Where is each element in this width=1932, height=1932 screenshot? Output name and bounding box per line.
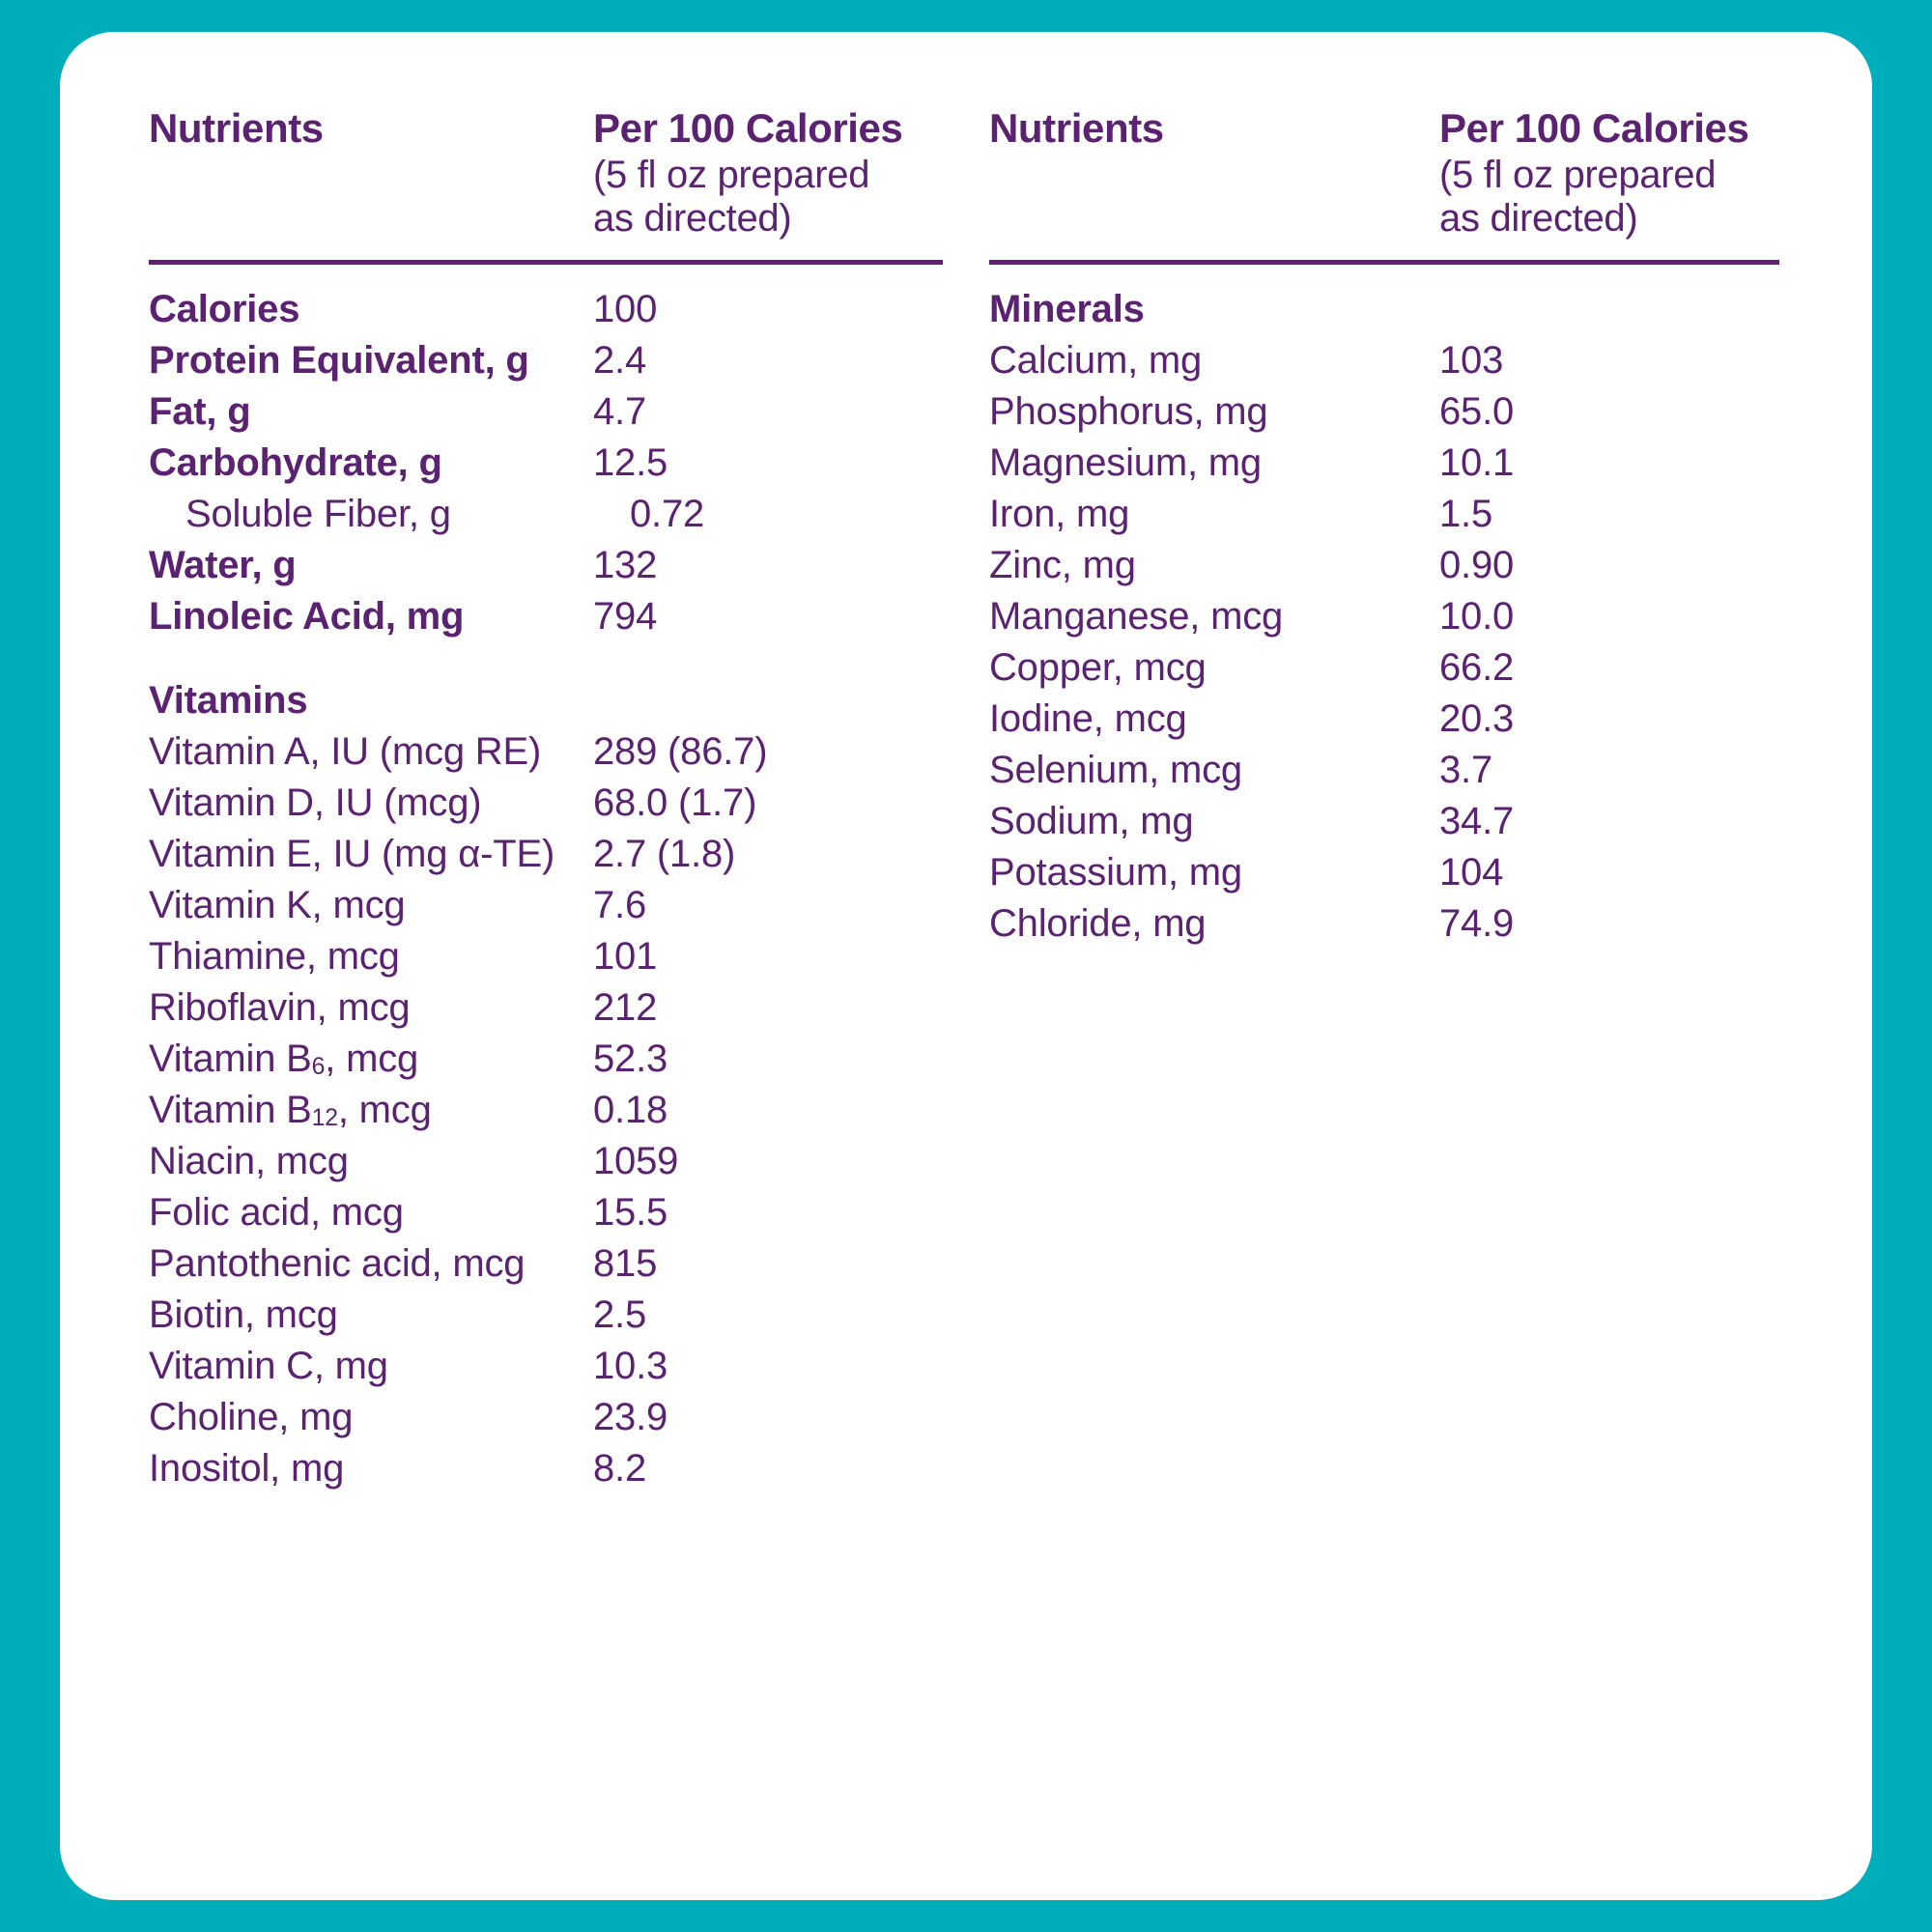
row-label-base: Vitamin B bbox=[149, 1088, 312, 1131]
row-label: Zinc, mg bbox=[989, 543, 1136, 586]
row-value: 794 bbox=[593, 594, 658, 638]
row-label: Iodine, mcg bbox=[989, 696, 1187, 740]
row-value: 103 bbox=[1439, 338, 1504, 382]
row-value: 10.3 bbox=[593, 1344, 668, 1387]
minerals-section-heading bbox=[989, 287, 1872, 341]
table-row bbox=[149, 934, 968, 988]
table-row bbox=[989, 440, 1872, 495]
row-label: Linoleic Acid, mg bbox=[149, 594, 465, 638]
table-row bbox=[989, 389, 1872, 443]
row-label: Phosphorus, mg bbox=[989, 389, 1268, 433]
row-value: 104 bbox=[1439, 850, 1504, 894]
row-value: 7.6 bbox=[593, 883, 647, 926]
table-row bbox=[989, 492, 1872, 546]
row-label: Riboflavin, mcg bbox=[149, 985, 411, 1029]
row-label: Manganese, mcg bbox=[989, 594, 1284, 638]
right-header-per-calories: Per 100 Calories bbox=[1439, 105, 1749, 151]
table-row bbox=[989, 338, 1872, 392]
row-value: 52.3 bbox=[593, 1037, 668, 1080]
left-table-header bbox=[149, 107, 968, 241]
row-value: 1.5 bbox=[1439, 492, 1493, 535]
row-value: 23.9 bbox=[593, 1395, 668, 1438]
row-label: Calories bbox=[149, 287, 300, 330]
table-row bbox=[149, 1344, 968, 1398]
row-label: Sodium, mg bbox=[989, 799, 1194, 842]
row-label: Vitamin C, mg bbox=[149, 1344, 388, 1387]
row-value: 68.0 (1.7) bbox=[593, 781, 757, 824]
table-row bbox=[149, 492, 968, 546]
row-label: Choline, mg bbox=[149, 1395, 354, 1438]
row-label: Biotin, mcg bbox=[149, 1293, 338, 1336]
left-header-sub-line2: as directed) bbox=[593, 196, 792, 240]
row-value: 4.7 bbox=[593, 389, 647, 433]
table-row bbox=[149, 338, 968, 392]
row-label: Pantothenic acid, mcg bbox=[149, 1241, 526, 1285]
right-header-nutrients: Nutrients bbox=[989, 105, 1164, 151]
row-label: Thiamine, mcg bbox=[149, 934, 400, 978]
row-value: 2.7 (1.8) bbox=[593, 832, 736, 875]
row-label: Selenium, mcg bbox=[989, 748, 1242, 791]
row-value: 12.5 bbox=[593, 440, 668, 484]
row-label: Vitamin K, mcg bbox=[149, 883, 406, 926]
row-value: 2.5 bbox=[593, 1293, 647, 1336]
row-label: Vitamin E, IU (mg α-TE) bbox=[149, 832, 555, 875]
table-row bbox=[149, 1039, 968, 1091]
row-label: Protein Equivalent, g bbox=[149, 338, 529, 382]
row-label-base: Vitamin B bbox=[149, 1037, 312, 1080]
nutrition-columns bbox=[60, 32, 1872, 1500]
row-value: 65.0 bbox=[1439, 389, 1515, 433]
row-label: Vitamin A, IU (mcg RE) bbox=[149, 729, 542, 773]
right-header-sub-line2: as directed) bbox=[1439, 196, 1638, 240]
row-value: 3.7 bbox=[1439, 748, 1493, 791]
row-label: Copper, mcg bbox=[989, 645, 1207, 689]
row-value: 0.90 bbox=[1439, 543, 1515, 586]
minerals-section bbox=[989, 287, 1872, 955]
table-row bbox=[149, 440, 968, 495]
row-value: 10.0 bbox=[1439, 594, 1515, 638]
row-label: Soluble Fiber, g bbox=[185, 492, 451, 535]
table-row bbox=[989, 543, 1872, 597]
table-row bbox=[989, 645, 1872, 699]
row-value: 15.5 bbox=[593, 1190, 668, 1234]
row-label: Chloride, mg bbox=[989, 901, 1207, 945]
row-value: 0.72 bbox=[630, 492, 705, 535]
table-row bbox=[989, 594, 1872, 648]
row-value: 0.18 bbox=[593, 1088, 668, 1131]
left-macro-rows bbox=[149, 287, 968, 648]
row-label: Folic acid, mcg bbox=[149, 1190, 404, 1234]
row-label: Magnesium, mg bbox=[989, 440, 1262, 484]
table-row bbox=[149, 543, 968, 597]
row-label: Carbohydrate, g bbox=[149, 440, 442, 484]
table-row bbox=[149, 1088, 968, 1142]
left-header-rule bbox=[149, 260, 943, 265]
table-row bbox=[149, 389, 968, 443]
table-row bbox=[149, 883, 968, 937]
table-row bbox=[149, 1395, 968, 1449]
table-row bbox=[989, 748, 1872, 802]
left-header-nutrients: Nutrients bbox=[149, 105, 324, 151]
row-label: Calcium, mg bbox=[989, 338, 1203, 382]
section-heading-label: Vitamins bbox=[149, 678, 308, 722]
right-table-header bbox=[989, 107, 1872, 241]
table-row bbox=[149, 1446, 968, 1500]
row-value: 815 bbox=[593, 1241, 658, 1285]
row-label-subscript: 6 bbox=[311, 1053, 326, 1080]
table-row bbox=[989, 901, 1872, 955]
row-label-subscript: 12 bbox=[311, 1104, 338, 1131]
row-label: Vitamin $B_6$, mcg bbox=[149, 1037, 419, 1080]
row-value: 66.2 bbox=[1439, 645, 1515, 689]
row-value: 2.4 bbox=[593, 338, 647, 382]
row-value: 132 bbox=[593, 543, 658, 586]
row-value: 1059 bbox=[593, 1139, 679, 1182]
table-row bbox=[989, 696, 1872, 751]
row-value: 101 bbox=[593, 934, 658, 978]
table-row bbox=[149, 1241, 968, 1295]
table-row bbox=[149, 287, 968, 341]
left-column bbox=[60, 107, 968, 1500]
section-heading-label: Minerals bbox=[989, 287, 1145, 330]
row-label: Vitamin D, IU (mcg) bbox=[149, 781, 482, 824]
row-label: Water, g bbox=[149, 543, 297, 586]
table-row bbox=[149, 832, 968, 886]
row-value: 8.2 bbox=[593, 1446, 647, 1490]
table-row bbox=[149, 985, 968, 1039]
row-label: Iron, mg bbox=[989, 492, 1130, 535]
right-column bbox=[968, 107, 1872, 1500]
row-value: 74.9 bbox=[1439, 901, 1515, 945]
row-value: 20.3 bbox=[1439, 696, 1515, 740]
row-value: 100 bbox=[593, 287, 658, 330]
table-row bbox=[149, 783, 968, 835]
table-row bbox=[989, 799, 1872, 853]
row-value: 289 (86.7) bbox=[593, 729, 768, 773]
vitamins-section-heading bbox=[149, 678, 968, 732]
table-row bbox=[149, 729, 968, 783]
left-header-per-calories: Per 100 Calories bbox=[593, 105, 903, 151]
row-value: 212 bbox=[593, 985, 658, 1029]
table-row bbox=[149, 1190, 968, 1244]
right-header-rule bbox=[989, 260, 1779, 265]
row-value: 34.7 bbox=[1439, 799, 1515, 842]
row-label: Potassium, mg bbox=[989, 850, 1242, 894]
row-label: Inositol, mg bbox=[149, 1446, 345, 1490]
row-label: Niacin, mcg bbox=[149, 1139, 349, 1182]
table-row bbox=[989, 850, 1872, 904]
nutrition-card bbox=[60, 32, 1872, 1900]
row-value: 10.1 bbox=[1439, 440, 1515, 484]
row-label: Vitamin $B_{12}$, mcg bbox=[149, 1088, 432, 1131]
table-row bbox=[149, 594, 968, 648]
left-vitamin-rows bbox=[149, 729, 968, 1500]
table-row bbox=[149, 1295, 968, 1347]
left-header-sub-line1: (5 fl oz prepared bbox=[593, 154, 870, 197]
right-header-sub-line1: (5 fl oz prepared bbox=[1439, 154, 1717, 197]
row-label: Fat, g bbox=[149, 389, 251, 433]
table-row bbox=[149, 1139, 968, 1193]
